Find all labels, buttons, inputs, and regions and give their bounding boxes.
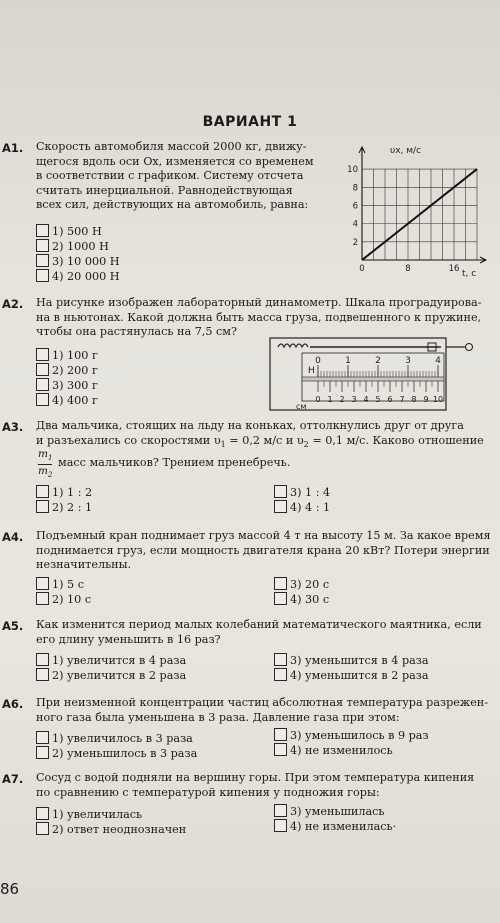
checkbox[interactable] (36, 668, 49, 681)
mass-ratio-fraction: $m_1$ $m_2$ (38, 448, 53, 480)
checkbox[interactable] (36, 348, 49, 361)
question-line: считать инерциальной. Равнодействующая (36, 183, 293, 197)
question-line: чтобы она растянулась на 7,5 см? (36, 325, 238, 339)
checkbox[interactable] (274, 485, 287, 498)
answer-option[interactable]: 2) 10 с (36, 592, 91, 607)
y-tick-label: 2 (352, 237, 358, 248)
answer-option[interactable]: 1) увеличилась (36, 807, 142, 822)
question-line: и разъехались со скоростями $\upsilon_1 = 0,2$ м/с и $\upsilon_2 = 0,1$ м/с. Каково отношение (36, 433, 484, 449)
x-axis-label: t, с (462, 269, 477, 279)
answer-option[interactable]: 2) 200 г (36, 363, 98, 378)
newton-unit: Н (308, 366, 315, 376)
answer-option[interactable]: 3) 1 : 4 (274, 485, 330, 500)
answer-option[interactable]: 4) 20 000 Н (36, 269, 120, 284)
question-number-a1: А1. (2, 141, 24, 155)
question-line: незначительны. (36, 558, 132, 572)
newton-tick-label: 1 (345, 356, 351, 366)
question-number-a7: А7. (2, 772, 24, 786)
question-line: щегося вдоль оси Ox, изменяется со временем (36, 154, 314, 168)
hook-ring (466, 344, 473, 351)
answer-option[interactable]: 2) 1000 Н (36, 239, 109, 254)
cm-tick-label: 9 (423, 395, 429, 404)
newton-tick-label: 2 (375, 356, 381, 366)
question-line: Как изменится период малых колебаний математического маятника, если (36, 618, 482, 631)
cm-tick-label: 7 (399, 395, 405, 404)
question-line: При неизменной концентрации частиц абсолютная температура разрежен- (36, 696, 489, 709)
y-tick-label: 8 (352, 183, 358, 194)
spring-icon (278, 344, 308, 347)
checkbox[interactable] (36, 807, 49, 820)
newton-scale (315, 356, 441, 377)
question-line: На рисунке изображен лабораторный динамометр. Шкала проградуирова- (36, 296, 482, 309)
cm-tick-label: 2 (339, 395, 345, 404)
velocity-time-chart (340, 140, 490, 280)
question-line: по сравнению с температурой кипения у подножия горы: (36, 785, 380, 799)
page-number: 86 (0, 880, 20, 898)
cm-tick-label: 5 (375, 395, 381, 404)
answer-option[interactable]: 3) 10 000 Н (36, 254, 120, 269)
question-line: всех сил, действующих на автомобиль, равна: (36, 198, 309, 212)
x-tick-label: 0 (359, 264, 365, 274)
cm-scale (315, 381, 443, 404)
answer-option[interactable]: 3) уменьшится в 4 раза (274, 653, 429, 668)
answer-option[interactable]: 1) увеличилось в 3 раза (36, 731, 193, 746)
checkbox[interactable] (36, 653, 49, 666)
question-text-a7 (36, 771, 498, 800)
cm-tick-label: 1 (327, 395, 333, 404)
checkbox[interactable] (274, 728, 287, 741)
dynamometer-body (270, 338, 446, 410)
checkbox[interactable] (274, 592, 287, 605)
question-line: в соответствии с графиком. Систему отсчета (36, 169, 304, 183)
checkbox[interactable] (36, 393, 49, 406)
y-tick-label: 4 (352, 219, 358, 230)
checkbox[interactable] (36, 592, 49, 605)
question-line: Подъемный кран поднимает груз массой 4 т на высоту 15 м. За какое время (36, 529, 491, 542)
checkbox[interactable] (36, 224, 49, 237)
question-line: Два мальчика, стоящих на льду на коньках, оттолкнулись друг от друга (36, 419, 464, 432)
variant-title: ВАРИАНТ 1 (202, 114, 298, 130)
answer-option[interactable]: 3) уменьшилось в 9 раз (274, 728, 429, 743)
question-line: Скорость автомобиля массой 2000 кг, движу- (36, 140, 307, 153)
question-line: Сосуд с водой подняли на вершину горы. При этом температура кипения (36, 771, 475, 784)
newton-tick-label: 4 (435, 356, 441, 366)
answer-option[interactable]: 3) 300 г (36, 378, 98, 393)
answer-option[interactable]: 2) увеличится в 2 раза (36, 668, 186, 683)
question-number-a6: А6. (2, 697, 24, 711)
checkbox[interactable] (36, 378, 49, 391)
question-line: ного газа была уменьшена в 3 раза. Давление газа при этом: (36, 710, 400, 724)
checkbox[interactable] (274, 819, 287, 832)
cm-tick-label: 6 (387, 395, 393, 404)
checkbox[interactable] (36, 485, 49, 498)
checkbox[interactable] (36, 577, 49, 590)
question-text-a1 (36, 140, 326, 213)
checkbox[interactable] (274, 804, 287, 817)
checkbox[interactable] (274, 500, 287, 513)
question-number-a5: А5. (2, 619, 24, 633)
cm-tick-label: 8 (411, 395, 417, 404)
pointer-bar (302, 377, 444, 381)
answer-option[interactable]: 4) 30 с (274, 592, 329, 607)
question-line: поднимается груз, если мощность двигателя крана 20 кВт? Потери энергии (36, 543, 490, 557)
answer-option[interactable]: 1) 500 Н (36, 224, 102, 239)
answer-option[interactable]: 1) 100 г (36, 348, 98, 363)
checkbox[interactable] (36, 746, 49, 759)
checkbox[interactable] (274, 653, 287, 666)
checkbox[interactable] (36, 269, 49, 282)
question-text-a5 (36, 618, 498, 647)
answer-option[interactable]: 1) 1 : 2 (36, 485, 92, 500)
question-line: на в ньютонах. Какой должна быть масса груза, подвешенного к пружине, (36, 310, 482, 324)
answer-option[interactable]: 4) не изменилось (274, 743, 393, 758)
question-text-a3 (36, 419, 498, 452)
dynamometer-figure (266, 335, 496, 417)
x-tick-label: 8 (405, 264, 411, 274)
answer-option[interactable]: 4) не изменилась· (274, 819, 396, 834)
checkbox[interactable] (36, 363, 49, 376)
question-text-a4 (36, 529, 498, 573)
answer-option[interactable]: 2) уменьшилось в 3 раза (36, 746, 197, 761)
x-tick-label: 16 (448, 264, 460, 274)
question-number-a3: А3. (2, 420, 24, 434)
answer-option[interactable]: 3) уменьшилась (274, 804, 384, 819)
question-line: масс мальчиков? Трением пренебречь. (58, 456, 291, 469)
question-number-a2: А2. (2, 297, 24, 311)
cm-tick-label: 3 (351, 395, 357, 404)
cm-tick-label: 10 (432, 395, 444, 404)
answer-option[interactable]: 3) 20 с (274, 577, 329, 592)
answer-option[interactable]: 1) 5 с (36, 577, 84, 592)
newton-tick-label: 3 (405, 356, 411, 366)
cm-unit: см (296, 402, 307, 411)
y-tick-label: 10 (347, 165, 358, 176)
chart-axes (359, 147, 486, 263)
answer-option[interactable]: 4) 400 г (36, 393, 98, 408)
y-axis-label: υx, м/с (390, 146, 422, 156)
answer-option[interactable]: 4) уменьшится в 2 раза (274, 668, 429, 683)
question-text-a6 (36, 696, 498, 725)
newton-tick-label: 0 (315, 356, 321, 366)
checkbox[interactable] (36, 254, 49, 267)
checkbox[interactable] (274, 743, 287, 756)
checkbox[interactable] (36, 731, 49, 744)
answer-option[interactable]: 2) ответ неоднозначен (36, 822, 186, 837)
cm-tick-label: 4 (363, 395, 369, 404)
question-line: его длину уменьшить в 16 раз? (36, 632, 221, 646)
answer-option[interactable]: 1) увеличится в 4 раза (36, 653, 186, 668)
checkbox[interactable] (274, 577, 287, 590)
checkbox[interactable] (274, 668, 287, 681)
checkbox[interactable] (36, 822, 49, 835)
question-number-a4: А4. (2, 530, 24, 544)
checkbox[interactable] (36, 239, 49, 252)
cm-tick-label: 0 (315, 395, 321, 404)
question-text-a2 (36, 296, 498, 340)
answer-option[interactable]: 4) 4 : 1 (274, 500, 330, 515)
checkbox[interactable] (36, 500, 49, 513)
answer-option[interactable]: 2) 2 : 1 (36, 500, 92, 515)
y-tick-label: 6 (352, 201, 358, 212)
